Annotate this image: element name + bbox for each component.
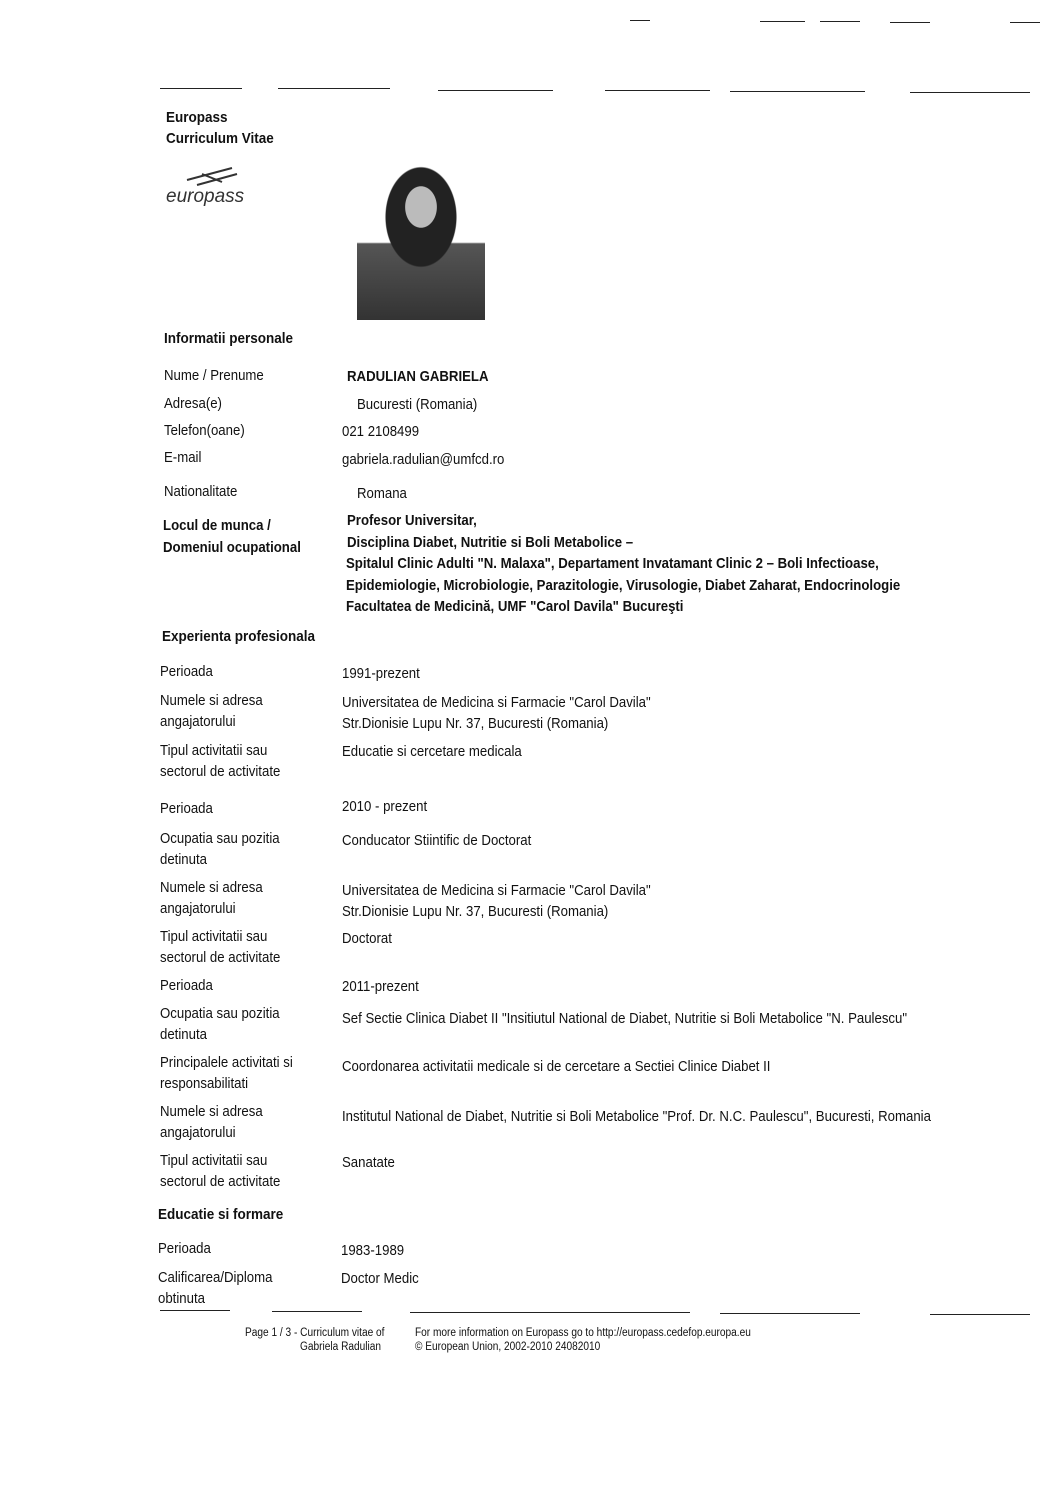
divider: [605, 90, 710, 91]
divider: [438, 90, 553, 91]
workplace-value: Profesor Universitar,: [347, 512, 477, 529]
field-value: Universitatea de Medicina si Farmacie "Carol Davila": [342, 694, 651, 711]
field-label: Numele si adresa: [160, 692, 263, 709]
divider: [160, 88, 242, 89]
workplace-value: Facultatea de Medicină, UMF "Carol Davila" Bucureşti: [346, 598, 684, 615]
field-value: gabriela.radulian@umfcd.ro: [342, 451, 505, 468]
footer-info-link: For more information on Europass go to http://europass.cedefop.europa.eu: [415, 1327, 751, 1339]
europass-logo-text: europass: [166, 186, 245, 207]
field-value: Str.Dionisie Lupu Nr. 37, Bucuresti (Romania): [342, 903, 609, 920]
profile-photo: [357, 147, 485, 320]
field-value: 1983-1989: [341, 1242, 405, 1259]
divider: [278, 88, 390, 89]
footer-page-info: Page 1 / 3 - Curriculum vitae of: [245, 1327, 385, 1339]
field-label: Calificarea/Diploma: [158, 1269, 273, 1286]
field-label: Tipul activitatii sau: [160, 1152, 268, 1169]
field-label: Perioada: [160, 800, 213, 817]
divider: [820, 21, 860, 22]
field-label: sectorul de activitate: [160, 949, 281, 966]
field-value: Conducator Stiintific de Doctorat: [342, 832, 532, 849]
field-value: Doctorat: [342, 930, 392, 947]
field-label: sectorul de activitate: [160, 1173, 281, 1190]
workplace-label: Domeniul ocupational: [163, 539, 301, 556]
field-label: sectorul de activitate: [160, 763, 281, 780]
field-value: Str.Dionisie Lupu Nr. 37, Bucuresti (Romania): [342, 715, 609, 732]
footer-copyright: © European Union, 2002-2010 24082010: [415, 1341, 601, 1353]
field-label: E-mail: [164, 449, 202, 466]
section-heading-personal: Informatii personale: [164, 330, 294, 347]
divider: [160, 1310, 230, 1311]
field-value: Coordonarea activitatii medicale si de cercetare a Sectiei Clinice Diabet II: [342, 1058, 771, 1075]
field-value: Doctor Medic: [341, 1270, 419, 1287]
divider: [272, 1311, 362, 1312]
field-value: Sanatate: [342, 1154, 395, 1171]
field-value: Romana: [357, 485, 407, 502]
cv-title: Curriculum Vitae: [166, 130, 274, 147]
field-value: 1991-prezent: [342, 665, 420, 682]
section-heading-experience: Experienta profesionala: [162, 628, 316, 645]
field-value: Educatie si cercetare medicala: [342, 743, 522, 760]
divider: [730, 91, 865, 92]
field-value: RADULIAN GABRIELA: [347, 368, 489, 385]
divider: [760, 21, 805, 22]
divider: [910, 92, 1030, 93]
divider: [410, 1312, 690, 1313]
field-label: Perioada: [158, 1240, 211, 1257]
divider: [630, 20, 650, 21]
divider: [720, 1313, 860, 1314]
field-label: Adresa(e): [164, 395, 222, 412]
field-label: Ocupatia sau pozitia: [160, 830, 280, 847]
field-label: obtinuta: [158, 1290, 205, 1307]
footer-author: Gabriela Radulian: [300, 1341, 382, 1353]
field-value: 2011-prezent: [342, 978, 419, 995]
field-value: Bucuresti (Romania): [357, 396, 478, 413]
field-label: Numele si adresa: [160, 1103, 263, 1120]
field-label: Perioada: [160, 977, 213, 994]
field-label: Numele si adresa: [160, 879, 263, 896]
field-label: Nationalitate: [164, 483, 238, 500]
workplace-value: Spitalul Clinic Adulti "N. Malaxa", Departament Invatamant Clinic 2 – Boli Infectioase,: [346, 555, 879, 572]
field-label: Tipul activitatii sau: [160, 928, 268, 945]
divider: [930, 1314, 1030, 1315]
field-label: detinuta: [160, 851, 207, 868]
section-heading-education: Educatie si formare: [158, 1206, 284, 1223]
cv-title-europass: Europass: [166, 109, 228, 126]
field-value: Universitatea de Medicina si Farmacie "Carol Davila": [342, 882, 651, 899]
field-label: Nume / Prenume: [164, 367, 264, 384]
field-label: Perioada: [160, 663, 213, 680]
workplace-value: Disciplina Diabet, Nutritie si Boli Metabolice –: [347, 533, 634, 551]
workplace-value: Epidemiologie, Microbiologie, Parazitologie, Virusologie, Diabet Zaharat, Endocrinologie: [346, 576, 901, 594]
field-value: Institutul National de Diabet, Nutritie si Boli Metabolice "Prof. Dr. N.C. Paulescu", Bucuresti, Romania: [342, 1108, 931, 1125]
field-label: Tipul activitatii sau: [160, 742, 268, 759]
divider: [890, 22, 930, 23]
field-value: Sef Sectie Clinica Diabet II "Insitiutul National de Diabet, Nutritie si Boli Metabolice "N. Paulescu": [342, 1010, 908, 1027]
field-label: Ocupatia sau pozitia: [160, 1005, 280, 1022]
field-label: Principalele activitati si: [160, 1054, 293, 1071]
field-label: Telefon(oane): [164, 422, 245, 439]
field-label: angajatorului: [160, 900, 236, 917]
field-label: angajatorului: [160, 1124, 236, 1141]
field-label: detinuta: [160, 1026, 207, 1043]
workplace-label: Locul de munca /: [163, 517, 271, 534]
divider: [1010, 22, 1040, 23]
field-label: responsabilitati: [160, 1075, 249, 1092]
europass-logo: [160, 160, 265, 210]
field-label: angajatorului: [160, 713, 236, 730]
field-value: 021 2108499: [342, 423, 420, 440]
field-value: 2010 - prezent: [342, 798, 428, 815]
